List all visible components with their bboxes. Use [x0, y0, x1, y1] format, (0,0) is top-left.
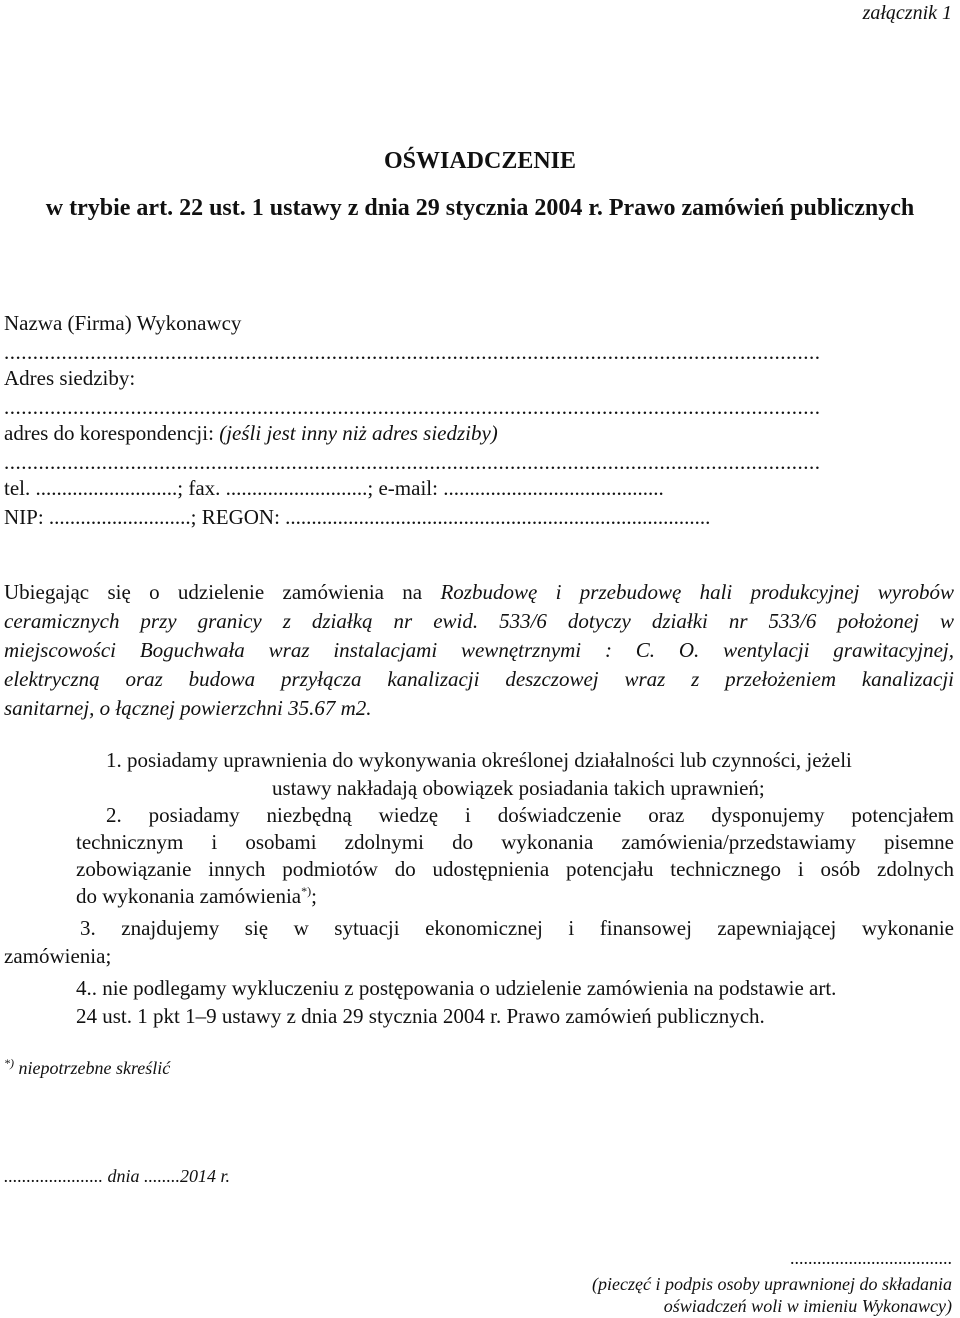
correspondence-field[interactable]: .............................................................................................................................................. — [4, 450, 821, 474]
item-2-line-4-end: ; — [311, 884, 317, 908]
intro-line-4: elektryczną oraz budowa przyłącza kanalizacji deszczowej wraz z przełożeniem kanalizacji — [4, 667, 954, 691]
ids-line[interactable]: NIP: ...........................; REGON: ................................................................................. — [4, 505, 711, 529]
item-3-line-1: 3. znajdujemy się w sytuacji ekonomicznej i finansowej zapewniającej wykonanie — [80, 916, 954, 940]
item-2-line-3: zobowiązanie innych podmiotów do udostępnienia potencjału technicznego i osób zdolnych — [76, 857, 954, 881]
signature-dots[interactable]: .................................... — [790, 1248, 952, 1268]
item-2-line-4 — [76, 884, 317, 909]
intro-line-2: ceramicznych przy granicy z działką nr ewid. 533/6 dotyczy działki nr 533/6 położonej w — [4, 609, 954, 633]
signature-caption-1: (pieczęć i podpis osoby uprawnionej do składania — [592, 1274, 952, 1294]
item-4-line-2: 24 ust. 1 pkt 1–9 ustawy z dnia 29 stycznia 2004 r. Prawo zamówień publicznych. — [76, 1004, 765, 1028]
correspondence-note: (jeśli jest inny niż adres siedziby) — [219, 421, 498, 445]
signature-caption-2: oświadczeń woli w imieniu Wykonawcy) — [663, 1296, 952, 1316]
document-subtitle: w trybie art. 22 ust. 1 ustawy z dnia 29 stycznia 2004 r. Prawo zamówień publicznych — [45, 195, 915, 221]
footnote-mark: *) — [4, 1056, 14, 1070]
item-3-line-2: zamówienia; — [4, 944, 112, 968]
contractor-name-field[interactable]: .............................................................................................................................................. — [4, 340, 821, 364]
place-date-line[interactable]: ...................... dnia ........2014 r. — [4, 1166, 231, 1186]
intro-line-1 — [4, 580, 954, 605]
item-1-line-2: ustawy nakładają obowiązek posiadania takich uprawnień; — [272, 776, 765, 800]
item-2-line-1: 2. posiadamy niezbędną wiedzę i doświadczenie oraz dysponujemy potencjałem — [106, 803, 954, 827]
intro-line-1-plain: Ubiegając się o udzielenie zamówienia na — [4, 580, 441, 604]
correspondence-label-text: adres do korespondencji: — [4, 421, 220, 445]
item-1-line-1: 1. posiadamy uprawnienia do wykonywania określonej działalności lub czynności, jeżeli — [106, 748, 852, 772]
address-label: Adres siedziby: — [4, 366, 136, 390]
footnote-ref: *) — [301, 884, 312, 898]
item-2-line-4-text: do wykonania zamówienia — [76, 884, 302, 908]
footnote — [4, 1058, 170, 1079]
intro-line-5: sanitarnej, o łącznej powierzchni 35.67 m2. — [4, 696, 372, 720]
item-4-line-1: 4.. nie podlegamy wykluczeniu z postępowania o udzielenie zamówienia na podstawie art. — [76, 976, 837, 1000]
contractor-name-label: Nazwa (Firma) Wykonawcy — [4, 311, 242, 335]
document-title: OŚWIADCZENIE — [383, 148, 577, 174]
contact-line[interactable]: tel. ...........................; fax. ...........................; e-mail: .......................................... — [4, 476, 664, 500]
item-2-line-2: technicznym i osobami zdolnymi do wykonania zamówienia/przedstawiamy pisemne — [76, 830, 954, 854]
footnote-text: niepotrzebne skreślić — [14, 1058, 171, 1078]
intro-line-3: miejscowości Boguchwała wraz instalacjami wewnętrznymi : C. O. wentylacji grawitacyjnej, — [4, 638, 954, 662]
annex-label: załącznik 1 — [862, 2, 952, 24]
address-field[interactable]: .............................................................................................................................................. — [4, 395, 821, 419]
intro-line-1-italic: Rozbudowę i przebudowę hali produkcyjnej wyrobów — [440, 580, 954, 604]
correspondence-label — [4, 421, 498, 446]
